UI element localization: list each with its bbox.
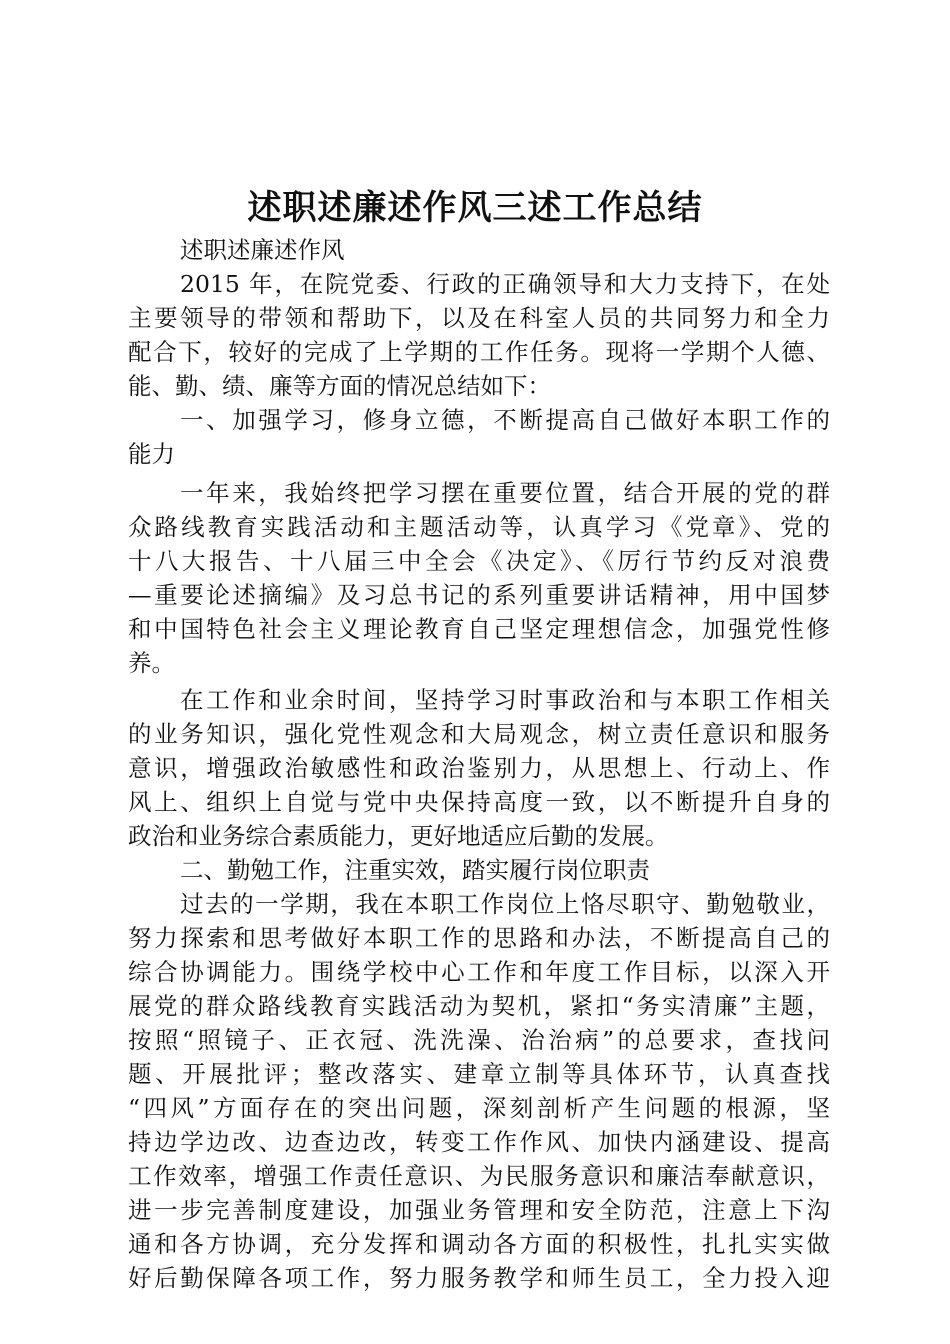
body-line: 能、勤、绩、廉等方面的情况总结如下： xyxy=(128,372,551,400)
body-line: 好后勤保障各项工作，努力服务教学和师生员工，全力投入迎 xyxy=(128,1264,830,1292)
body-line: 众路线教育实践活动和主题活动等，认真学习《党章》、党的 xyxy=(128,513,830,541)
document-title: 述职述廉述作风三述工作总结 xyxy=(247,188,703,228)
body-line: 主要领导的带领和帮助下，以及在科室人员的共同努力和全力 xyxy=(128,304,830,332)
body-line: 的业务知识，强化党性观念和大局观念，树立责任意识和服务 xyxy=(128,720,830,748)
body-line: 努力探索和思考做好本职工作的思路和办法，不断提高自己的 xyxy=(128,924,830,952)
body-line: 过去的一学期，我在本职工作岗位上恪尽职守、勤勉敬业， xyxy=(180,890,830,918)
body-line: 风上、组织上自觉与党中央保持高度一致，以不断提升自身的 xyxy=(128,788,830,816)
body-line: 工作效率，增强工作责任意识、为民服务意识和廉洁奉献意识， xyxy=(128,1162,830,1190)
subtitle-line: 述职述廉述作风 xyxy=(180,236,345,264)
body-line: 十八大报告、十八届三中全会《决定》、《厉行节约反对浪费 xyxy=(128,547,830,575)
body-line: 综合协调能力。围绕学校中心工作和年度工作目标，以深入开 xyxy=(128,958,830,986)
body-line: 展党的群众路线教育实践活动为契机，紧扣“务实清廉”主题， xyxy=(128,992,830,1020)
body-line: 通和各方协调，充分发挥和调动各方面的积极性，扎扎实实做 xyxy=(128,1230,830,1258)
body-line: 持边学边改、边查边改，转变工作作风、加快内涵建设、提高 xyxy=(128,1128,830,1156)
section-heading-line: 一、加强学习，修身立德，不断提高自己做好本职工作的 xyxy=(180,406,830,434)
body-line: 养。 xyxy=(128,649,175,677)
body-line: 2015 年，在院党委、行政的正确领导和大力支持下，在处 xyxy=(180,270,830,298)
body-line: —重要论述摘编》及习总书记的系列重要讲话精神，用中国梦 xyxy=(128,581,830,609)
body-line: 按照“照镜子、正衣冠、洗洗澡、治治病”的总要求，查找问 xyxy=(128,1026,830,1054)
body-line: 和中国特色社会主义理论教育自己坚定理想信念，加强党性修 xyxy=(128,615,830,643)
body-line: 题、开展批评；整改落实、建章立制等具体环节，认真查找 xyxy=(128,1060,830,1088)
section-heading-line: 能力 xyxy=(128,440,175,468)
body-line: 一年来，我始终把学习摆在重要位置，结合开展的党的群 xyxy=(180,479,830,507)
body-line: “四风”方面存在的突出问题，深刻剖析产生问题的根源，坚 xyxy=(128,1094,830,1122)
body-line: 在工作和业余时间，坚持学习时事政治和与本职工作相关 xyxy=(180,686,830,714)
body-line: 配合下，较好的完成了上学期的工作任务。现将一学期个人德、 xyxy=(128,338,830,366)
body-line: 政治和业务综合素质能力，更好地适应后勤的发展。 xyxy=(128,822,669,850)
body-line: 意识，增强政治敏感性和政治鉴别力，从思想上、行动上、作 xyxy=(128,754,830,782)
section-heading-line: 二、勤勉工作，注重实效，踏实履行岗位职责 xyxy=(180,856,650,884)
body-line: 进一步完善制度建设，加强业务管理和安全防范，注意上下沟 xyxy=(128,1196,830,1224)
